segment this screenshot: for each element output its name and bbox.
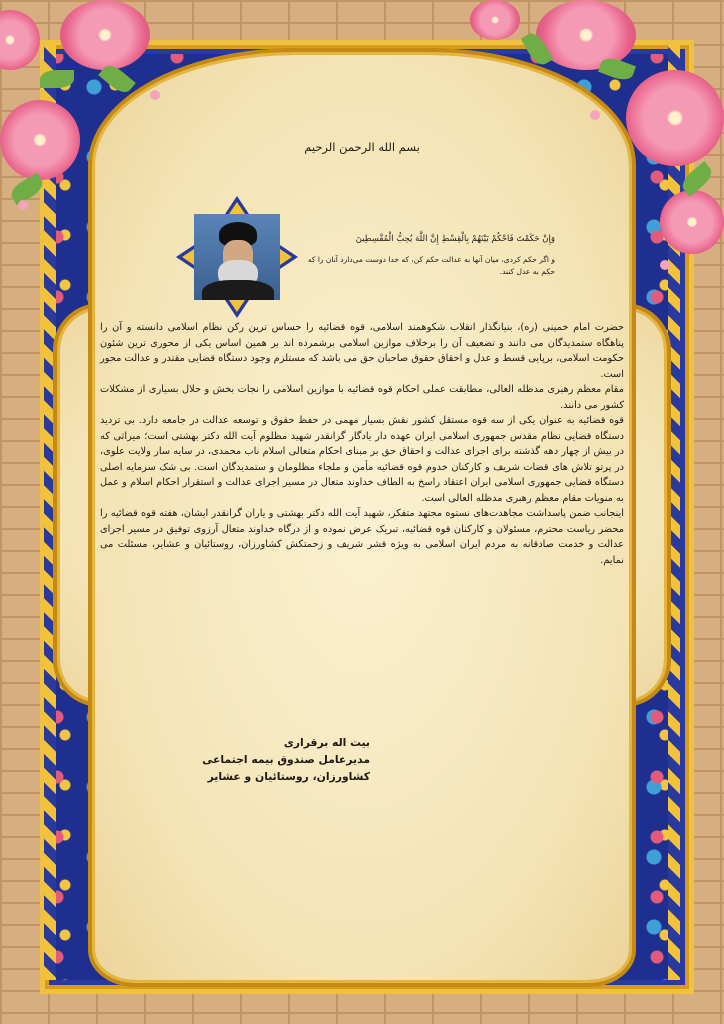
paragraph: اینجانب ضمن پاسداشت مجاهدت‌های نستوه مجتهد متفکر، شهید آیت الله دکتر بهشتی و یاران گرانقدر ایشان، هفته قوه قضائیه را محضر ریاست محترم، مسئولان و کارکنان قوه قضائیه، تبریک عرض نموده و از درگاه خداوند متعال آرزوی توفیق در مسیر اجرای عدالت و خدمت صادقانه به مردم ایران اسلامی به ویژه قشر شریف و زحمتکش کشاورزان، روستائیان و عشایر، مسئلت می نمایم. [100,508,624,566]
signature-block [140,734,370,785]
quran-verse: وَإِنْ حَكَمْتَ فَاحْكُمْ بَيْنَهُمْ بِالْقِسْطِ إِنَّ اللَّهَ يُحِبُّ الْمُقْسِطِينَ [355,234,555,244]
bud-icon [660,260,670,270]
frame-strip-right [668,44,680,980]
paragraph: مقام معظم رهبری مدظله العالی، مطابقت عملی احکام قوه قضائیه با موازین اسلامی را نجات بخش و حلال بسیاری از مشکلات کشور می دانند. [100,384,624,411]
bud-icon [590,110,600,120]
signer-name: بیت اله برقراری [283,736,370,749]
signer-title-2: کشاورزان، روستائیان و عشایر [207,770,370,783]
leaf-icon [40,70,74,88]
portrait-frame [176,196,298,318]
basmala: بسم الله الرحمن الرحیم [304,140,420,154]
portrait-photo [194,214,280,300]
message-body [100,320,624,568]
verse-translation: و اگر حکم کردی، میان آنها به عدالت حکم کن، که خدا دوست می‌دارد آنان را که حکم به عدل کنند. [307,255,555,276]
paragraph: حضرت امام خمینی (ره)، بنیانگذار انقلاب شکوهمند اسلامی، قوه قضائیه را حساس ترین رکن نظام اسلامی دانسته و آن را پناهگاه ستمدیدگان می دانند و تضعیف آن را برخلاف موازین اسلامی برشمرده اند بر همین اساس یکی از محوری ترین شئون حکومت اسلامی، برپایی قسط و عدل و احقاق حقوق صاحبان حق می باشد که مستلزم وجود دستگاه قضایی مقتدر و عدالت محور است. [100,322,624,380]
bud-icon [150,90,160,100]
rose-flower-icon [660,190,724,254]
rose-flower-icon [60,0,150,70]
robe [202,280,274,300]
frame-strip-left [44,44,56,980]
signer-title-1: مدیرعامل صندوق بیمه اجتماعی [202,753,370,766]
rose-flower-icon [470,0,520,40]
rose-flower-icon [626,70,724,166]
paragraph: قوه قضائیه به عنوان یکی از سه قوه مستقل کشور نقش بسیار مهمی در حفظ حقوق و توسعه عدالت در جامعه دارد. بی تردید دستگاه قضایی نظام مقدس جمهوری اسلامی ایران عهده دار یادگار گرانقدر شهید مظلوم آیت الله دکتر بهشتی است؛ میراثی که در بیش از چهار دهه گذشته برای اجرای عدالت و احقاق حق بر مبنای احکام متعالی اسلام ناب محمدی، در سایه سار ولایت علوی، در پرتو تلاش های قضات شریف و کارکنان خدوم قوه قضائیه مأمن و ملجاء مظلومان و ستمدیدگان است. بی شک سرمایه اصلی دستگاه قضایی جمهوری اسلامی ایران اعتقاد راسخ به الطاف خداوند متعال در مسیر اجرای عدالت و استقرار احکام اسلام و عمل به منویات مقام معظم رهبری مدظله العالی است. [100,415,624,504]
bud-icon [18,200,28,210]
rose-flower-icon [0,100,80,180]
